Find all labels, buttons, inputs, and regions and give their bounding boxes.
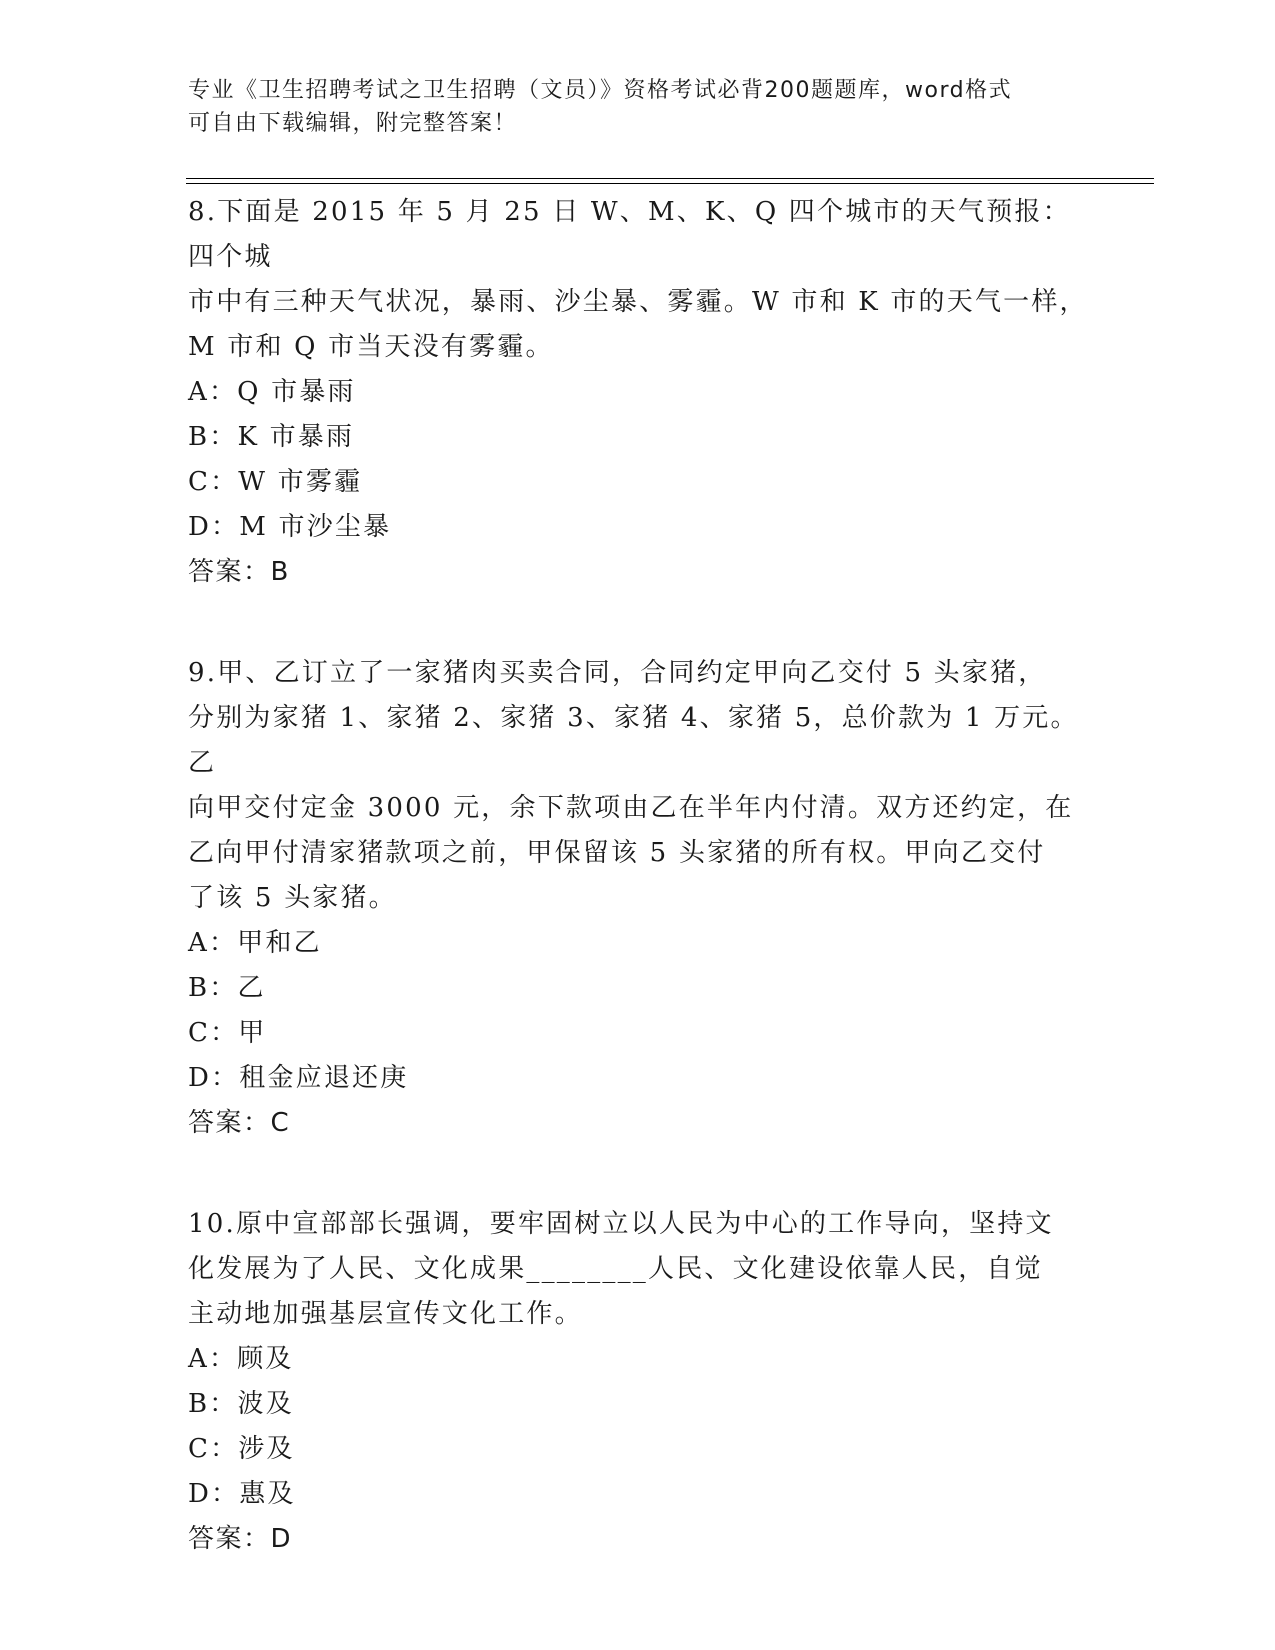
option-b: B：乙 bbox=[188, 973, 266, 1003]
question-text-line: 市中有三种天气状况，暴雨、沙尘暴、雾霾。W 市和 K 市的天气一样， bbox=[188, 287, 1088, 317]
question-text-line: 10.原中宣部部长强调，要牢固树立以人民为中心的工作导向，坚持文 bbox=[188, 1209, 1054, 1239]
header-line-2: 可自由下载编辑，附完整答案！ bbox=[188, 111, 518, 136]
question-9 bbox=[188, 651, 1088, 1146]
option-d: D：租金应退还庚 bbox=[188, 1063, 409, 1093]
answer: 答案：C bbox=[188, 1108, 291, 1138]
document-header bbox=[188, 74, 1078, 140]
question-text-line: 9.甲、乙订立了一家猪肉买卖合同，合同约定甲向乙交付 5 头家猪， bbox=[188, 658, 1047, 688]
question-text-line: 向甲交付定金 3000 元，余下款项由乙在半年内付清。双方还约定，在 bbox=[188, 793, 1074, 823]
question-list bbox=[188, 190, 1088, 1562]
header-divider-top bbox=[186, 178, 1154, 179]
option-b: B：波及 bbox=[188, 1389, 294, 1419]
option-d: D：M 市沙尘暴 bbox=[188, 512, 392, 542]
question-10 bbox=[188, 1202, 1088, 1562]
option-a: A：顾及 bbox=[188, 1344, 294, 1374]
option-d: D：惠及 bbox=[188, 1479, 296, 1509]
question-spacer bbox=[188, 595, 1088, 651]
question-text-line: 分别为家猪 1、家猪 2、家猪 3、家猪 4、家猪 5，总价款为 1 万元。乙 bbox=[188, 703, 1079, 778]
question-8 bbox=[188, 190, 1088, 595]
question-text-line: 了该 5 头家猪。 bbox=[188, 883, 397, 913]
option-c: C：W 市雾霾 bbox=[188, 467, 363, 497]
question-text-line: M 市和 Q 市当天没有雾霾。 bbox=[188, 332, 554, 362]
option-a: A：Q 市暴雨 bbox=[188, 377, 356, 407]
question-spacer bbox=[188, 1146, 1088, 1202]
option-c: C：甲 bbox=[188, 1018, 267, 1048]
answer: 答案：B bbox=[188, 557, 290, 587]
question-text-line: 乙向甲付清家猪款项之前，甲保留该 5 头家猪的所有权。甲向乙交付 bbox=[188, 838, 1046, 868]
question-text-line: 主动地加强基层宣传文化工作。 bbox=[188, 1299, 583, 1329]
option-b: B：K 市暴雨 bbox=[188, 422, 355, 452]
answer: 答案：D bbox=[188, 1524, 293, 1554]
question-text-line: 化发展为了人民、文化成果________人民、文化建设依靠人民，自觉 bbox=[188, 1254, 1043, 1284]
option-a: A：甲和乙 bbox=[188, 928, 322, 958]
question-text-line: 8.下面是 2015 年 5 月 25 日 W、M、K、Q 四个城市的天气预报：四个城 bbox=[188, 197, 1071, 272]
header-divider-bottom bbox=[186, 183, 1154, 184]
header-line-1: 专业《卫生招聘考试之卫生招聘（文员）》资格考试必背200题题库，word格式 bbox=[188, 78, 1013, 103]
option-c: C：涉及 bbox=[188, 1434, 295, 1464]
